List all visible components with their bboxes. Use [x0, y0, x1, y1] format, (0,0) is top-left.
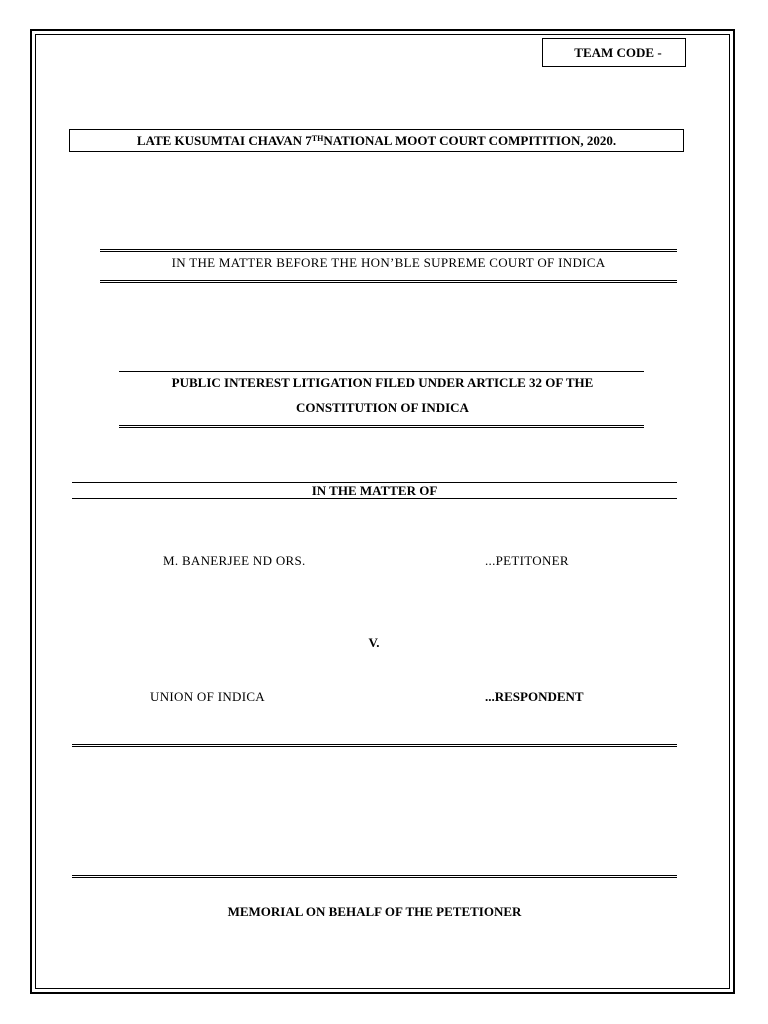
court-heading: IN THE MATTER BEFORE THE HON’BLE SUPREME COURT OF INDICA: [171, 255, 606, 270]
memorial-heading: MEMORIAL ON BEHALF OF THE PETETIONER: [227, 904, 522, 919]
competition-title-prefix: LATE KUSUMTAI CHAVAN 7: [136, 132, 312, 148]
petitioner-name: M. BANERJEE ND ORS.: [163, 553, 306, 568]
petition-bottom-rule: [119, 425, 644, 428]
petition-line-2: CONSTITUTION OF INDICA: [296, 400, 469, 415]
court-heading-top-rule: [100, 249, 677, 252]
matter-bottom-rule: [72, 498, 677, 499]
team-code-box: [542, 38, 686, 67]
competition-title-suffix: NATIONAL MOOT COURT COMPITITION, 2020.: [323, 132, 617, 148]
memorial-top-rule: [72, 875, 677, 878]
versus-label: V.: [368, 635, 380, 650]
respondent-role: ...RESPONDENT: [485, 689, 584, 704]
parties-bottom-rule: [72, 744, 677, 747]
matter-heading: IN THE MATTER OF: [311, 483, 438, 498]
petition-line-1: PUBLIC INTEREST LITIGATION FILED UNDER ARTICLE 32 OF THE: [171, 375, 594, 390]
page-inner-border: [35, 34, 730, 989]
competition-title-box: [69, 129, 684, 152]
petitioner-role: ...PETITONER: [485, 553, 569, 568]
competition-title-superscript: TH: [311, 134, 324, 143]
team-code-label: TEAM CODE -: [574, 44, 662, 60]
respondent-name: UNION OF INDICA: [150, 689, 265, 704]
petition-top-rule: [119, 371, 644, 372]
court-heading-bottom-rule: [100, 280, 677, 283]
